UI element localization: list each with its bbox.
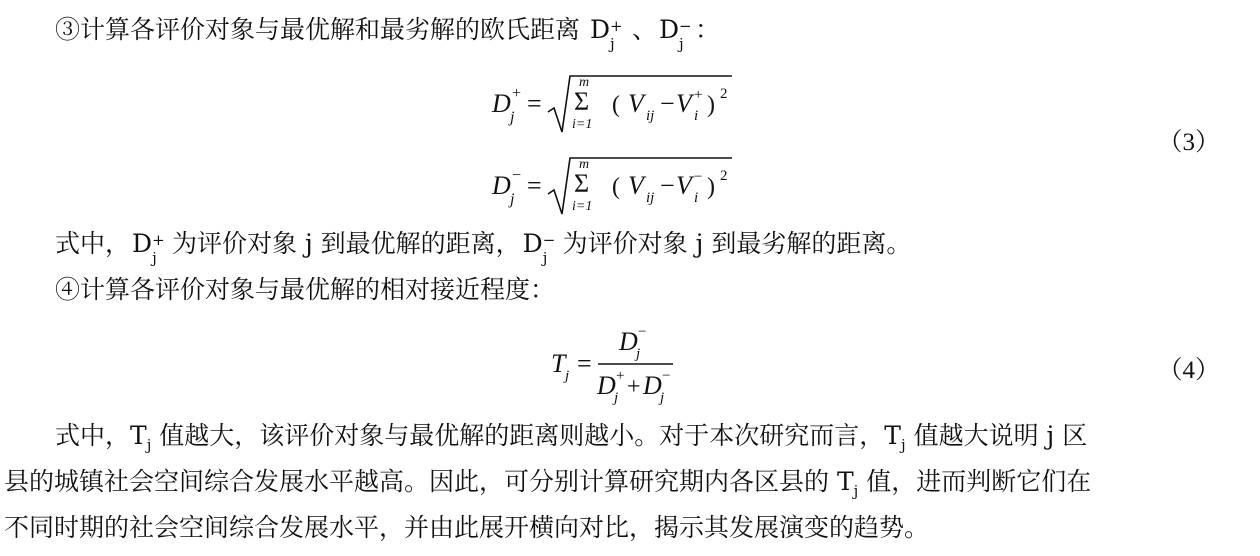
svg-text:V: V (628, 171, 644, 200)
step3-heading (55, 14, 721, 53)
svg-text:−: − (694, 169, 703, 185)
d-minus-inline: D − j (522, 229, 556, 267)
d-plus-symbol: D + j (589, 15, 623, 53)
step4-heading: ④计算各评价对象与最优解的相对接近程度： (55, 275, 556, 304)
svg-text:+: + (694, 87, 703, 103)
svg-text:ij: ij (646, 108, 655, 124)
sigma-2: Σ (574, 169, 590, 198)
numerator-d: D (619, 327, 638, 356)
svg-text:i: i (694, 190, 699, 206)
svg-text:ij: ij (646, 190, 655, 206)
paragraph-1 (55, 228, 912, 267)
svg-text:+: + (627, 374, 641, 400)
paragraph-2-line-3: 不同时期的社会空间综合发展水平，并由此展开横向对比，揭示其发展演变的趋势。 (4, 513, 930, 542)
svg-text:−: − (660, 171, 675, 200)
svg-text:i=1: i=1 (572, 199, 593, 214)
svg-text:j: j (510, 191, 515, 208)
svg-text:): ) (707, 92, 715, 118)
svg-text:=: = (577, 349, 592, 378)
svg-text:−: − (662, 368, 671, 384)
equation-number-4: （4） (1157, 357, 1220, 384)
svg-text:−: − (512, 167, 522, 184)
equation-number-3: （3） (1157, 129, 1220, 156)
para1-a: 式中， (55, 229, 131, 258)
svg-text:j: j (614, 390, 619, 406)
svg-text:j: j (565, 368, 570, 384)
separator: 、 (631, 15, 657, 44)
svg-text:D: D (597, 371, 616, 400)
svg-text:−: − (660, 89, 675, 118)
svg-text:i: i (694, 108, 699, 124)
para1-b: 为评价对象 j 到最优解的距离， (172, 229, 521, 258)
svg-text:(: ( (612, 92, 620, 118)
svg-text:D: D (643, 371, 662, 400)
v-i-plus: V (676, 89, 692, 118)
eq3-plus-sup: + (512, 85, 522, 102)
v-i-minus: V (676, 171, 692, 200)
equation-3 (480, 68, 780, 228)
step3-text: ③计算各评价对象与最优解和最劣解的欧氏距离 (55, 15, 581, 44)
svg-text:=: = (527, 171, 542, 200)
para1-c: 为评价对象 j 到最劣解的距离。 (562, 229, 912, 258)
eq3-lhs-minus: D (492, 171, 511, 200)
equation-4 (545, 322, 705, 408)
sigma-1: Σ (574, 87, 590, 116)
svg-text:+: + (616, 368, 625, 384)
svg-text:j: j (660, 390, 665, 406)
svg-text:2: 2 (720, 168, 728, 184)
eq3-j-sub: j (510, 109, 515, 126)
svg-text:m: m (579, 157, 590, 172)
svg-text:j: j (636, 346, 641, 362)
sum-top-1: m (579, 75, 590, 90)
eq3-lhs-plus: D (492, 89, 511, 118)
d-minus-symbol: D − j (658, 15, 692, 53)
svg-text:(: ( (612, 174, 620, 200)
svg-text:−: − (638, 324, 647, 340)
svg-text:): ) (707, 174, 715, 200)
svg-text:2: 2 (720, 86, 728, 102)
d-plus-inline: D + j (132, 229, 165, 267)
paragraph-2-line-2: 县的城镇社会空间综合发展水平越高。因此，可分别计算研究期内各区县的 $T_j$ 值，进而判断它们在 (4, 467, 1092, 500)
paragraph-2-line-1: 式中，$T_j$ 值越大，该评价对象与最优解的距离则越小。对于本次研究而言，$T_j$ 值越大说明 j 区 (55, 421, 1088, 454)
sum-bottom-1: i=1 (572, 117, 593, 132)
colon: ： (695, 15, 721, 44)
svg-text:=: = (527, 89, 542, 118)
v-ij-1: V (628, 89, 644, 118)
t-symbol: T (551, 349, 566, 378)
